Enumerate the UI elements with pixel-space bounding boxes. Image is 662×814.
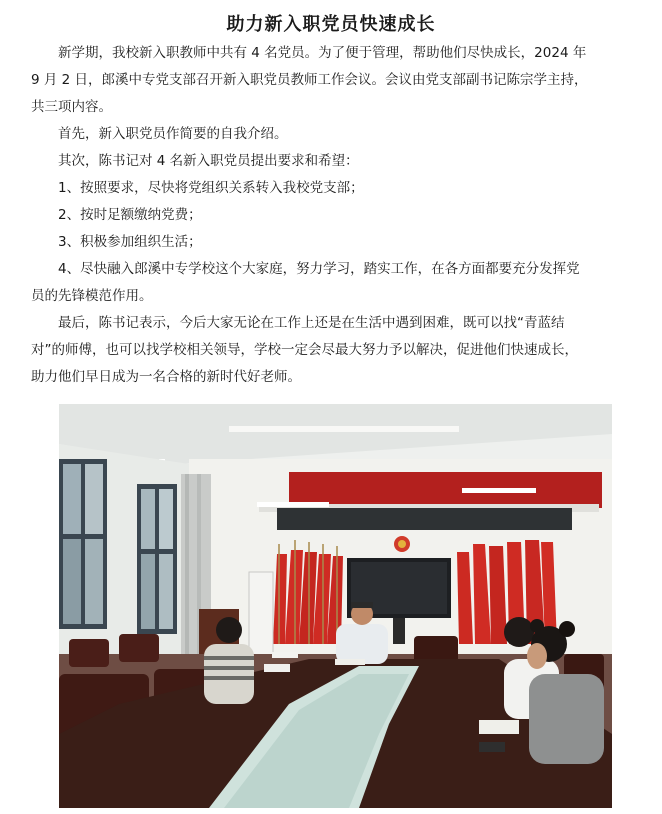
paragraph-first: 首先，新入职党员作简要的自我介绍。 <box>58 126 288 142</box>
paragraph-second: 其次，陈书记对 4 名新入职党员提出要求和希望： <box>58 153 359 169</box>
window-right <box>137 484 177 634</box>
list-item-4: 4、尽快融入郎溪中专学校这个大家庭，努力学习，踏实工作，在各方面都要充分发挥党员的先锋模范作用。 <box>31 261 580 304</box>
list-item-2: 2、按时足额缴纳党费； <box>58 207 202 223</box>
meeting-photo <box>59 404 612 808</box>
paragraph-intro: 新学期，我校新入职教师中共有 4 名党员。为了便于管理，帮助他们尽快成长，2024 年 9 月 2 日，郎溪中专党支部召开新入职党员教师工作会议。会议由党支部副书记陈宗学主持，共三项内容。 <box>31 45 588 115</box>
red-banner <box>289 472 602 508</box>
list-item-3: 3、积极参加组织生活； <box>58 234 202 250</box>
air-conditioner <box>249 572 273 656</box>
paragraph-final: 最后，陈书记表示，今后大家无论在工作上还是在生活中遇到困难，既可以找“青蓝结对”的师傅，也可以找学校相关领导，学校一定会尽最大努力予以解决，促进他们快速成长，助力他们早日成为一名合格的新时代好老师。 <box>31 315 578 385</box>
list-item-1: 1、按照要求，尽快将党组织关系转入我校党支部； <box>58 180 364 196</box>
article-body <box>31 40 591 391</box>
article-title: 助力新入职党员快速成长 <box>226 14 436 35</box>
window-left <box>59 459 107 629</box>
